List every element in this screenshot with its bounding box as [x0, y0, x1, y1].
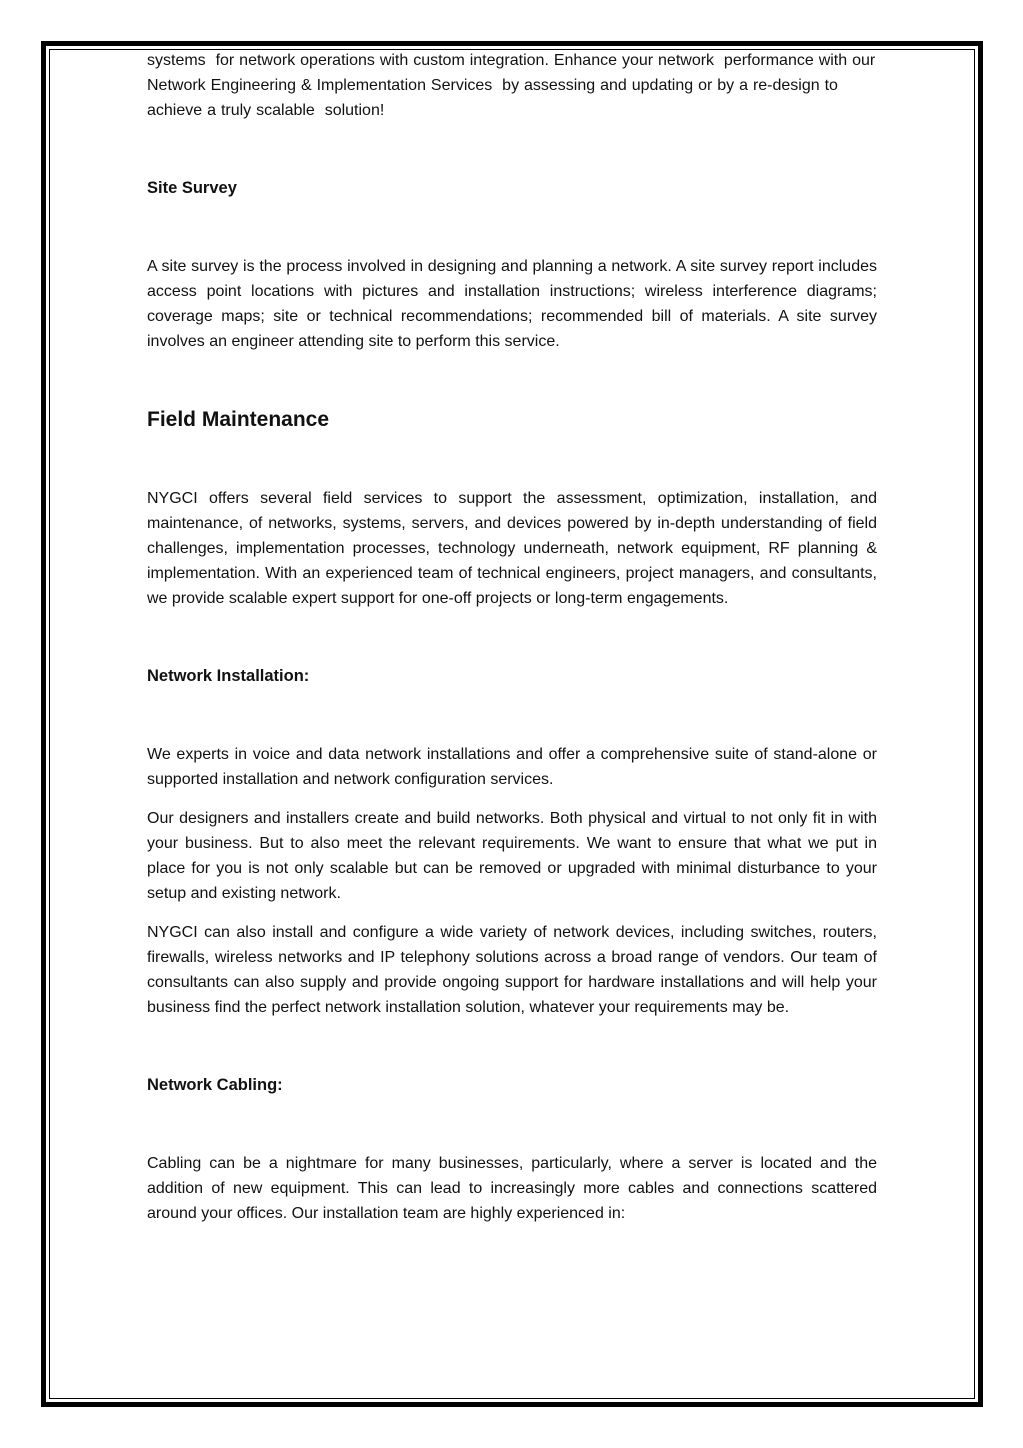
network-installation-paragraph-1: We experts in voice and data network installations and offer a comprehensive suite of stand-alone or supported installation and network configuration services.	[147, 746, 877, 788]
network-installation-paragraph-3: NYGCI can also install and configure a wide variety of network devices, including switches, routers, firewalls, wireless networks and IP telephony solutions across a broad range of vendors. Our team of consultants can also supply and provide ongoing support for hardware installations and will help your business find the perfect network installation solution, whatever your requirements may be.	[147, 924, 877, 1016]
intro-paragraph: systems for network operations with custom integration. Enhance your network performance with our Network Engineering & Implementation Services by assessing and updating or by a re-design to achieve a truly scalable solution!	[147, 52, 881, 119]
network-installation-paragraph-2: Our designers and installers create and build networks. Both physical and virtual to not only fit in with your business. But to also meet the relevant requirements. We want to ensure that what we put in place for you is not only scalable but can be removed or upgraded with minimal disturbance to your setup and existing network.	[147, 810, 877, 902]
site-survey-heading: Site Survey	[147, 179, 237, 197]
network-cabling-paragraph: Cabling can be a nightmare for many businesses, particularly, where a server is located and the addition of new equipment. This can lead to increasingly more cables and connections scattered around your offices. Our installation team are highly experienced in:	[147, 1155, 877, 1222]
field-maintenance-paragraph: NYGCI offers several field services to support the assessment, optimization, installation, and maintenance, of networks, systems, servers, and devices powered by in-depth understanding of field challenges, implementation processes, technology underneath, network equipment, RF planning & implementation. With an experienced team of technical engineers, project managers, and consultants, we provide scalable expert support for one-off projects or long-term engagements.	[147, 490, 877, 607]
field-maintenance-heading: Field Maintenance	[147, 408, 330, 431]
network-cabling-heading: Network Cabling:	[147, 1076, 283, 1094]
site-survey-paragraph: A site survey is the process involved in designing and planning a network. A site survey report includes access point locations with pictures and installation instructions; wireless interference diagrams; coverage maps; site or technical recommendations; recommended bill of materials. A site survey involves an engineer attending site to perform this service.	[147, 258, 877, 350]
document-content	[147, 48, 881, 1226]
network-installation-heading: Network Installation:	[147, 667, 310, 685]
